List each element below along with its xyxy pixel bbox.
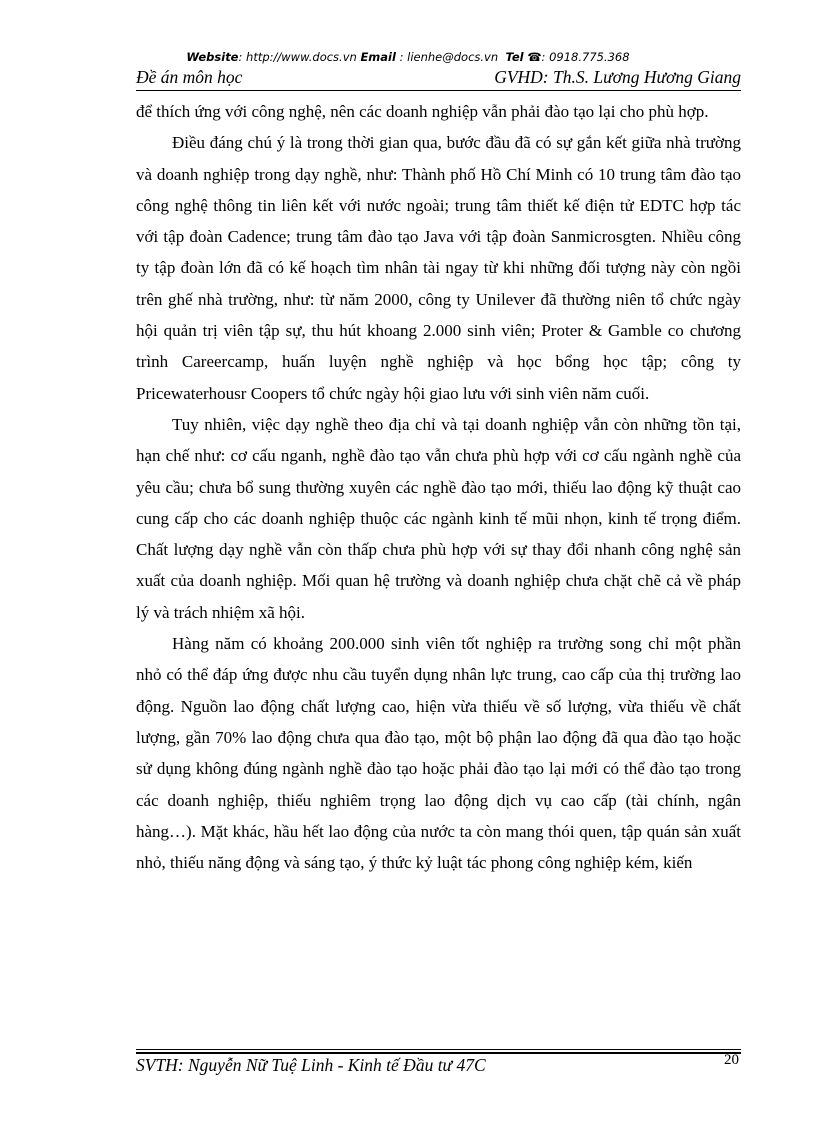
page-header <box>136 67 741 89</box>
page-number: 20 <box>724 1052 739 1068</box>
paragraph: Điều đáng chú ý là trong thời gian qua, bước đầu đã có sự gắn kết giữa nhà trường và doanh nghiệp trong dạy nghề, như: Thành phố Hồ Chí Minh có 10 trung tâm đào tạo công nghệ thông tin liên kết với nước ngoài; trung tâm thiết kế điện tử EDTC hợp tác với tập đoàn Cadence; trung tâm đào tạo Java với tập đoàn Sanmicrosgten. Nhiều công ty tập đoàn lớn đã có kế hoạch tìm nhân tài ngay từ khi những đối tượng này còn ngồi trên ghế nhà trường, như: từ năm 2000, công ty Unilever đã thường niên tổ chức ngày hội quản trị viên tập sự, thu hút khoang 2.000 sinh viên; Proter & Gamble co chương trình Careercamp, huấn luyện nghề nghiệp và học bổng học tập; công ty Pricewaterhousr Coopers tổ chức ngày hội giao lưu với sinh viên năm cuối. <box>136 133 741 403</box>
tel-label: Tel <box>505 50 524 64</box>
header-course-title: Đề án môn học <box>136 67 243 87</box>
paragraph: Hàng năm có khoảng 200.000 sinh viên tốt nghiệp ra trường song chỉ một phần nhỏ có thể đáp ứng được nhu cầu tuyển dụng nhân lực trung, cao cấp của thị trường lao động. Nguồn lao động chất lượng cao, hiện vừa thiếu về số lượng, vừa thiếu về chất lượng, gần 70% lao động chưa qua đào tạo, một bộ phận lao động đã qua đào tạo hoặc sử dụng không đúng ngành nghề đào tạo hoặc phải đào tạo lại mới có thể đào tạo trong các doanh nghiệp, thiếu nghiêm trọng lao động dịch vụ cao cấp (tài chính, ngân hàng…). Mặt khác, hầu hết lao động của nước ta còn mang thói quen, tập quán sản xuất nhỏ, thiếu năng động và sáng tạo, ý thức kỷ luật tác phong công nghiệp kém, kiến <box>136 634 741 873</box>
paragraph: Tuy nhiên, việc dạy nghề theo địa chỉ và tại doanh nghiệp vẫn còn những tồn tại, hạn chế như: cơ cấu nganh, nghề đào tạo vẫn chưa phù hợp với cơ cấu ngành nghề của yêu cầu; chưa bổ sung thường xuyên các nghề đào tạo mới, thiếu lao động kỹ thuật cao cung cấp cho các doanh nghiệp thuộc các ngành kinh tế mũi nhọn, kinh tế trọng điểm. Chất lượng dạy nghề vẫn còn thấp chưa phù hợp với sự thay đổi nhanh công nghệ sản xuất của doanh nghiệp. Mối quan hệ trường và doanh nghiệp chưa chặt chẽ cả về pháp lý và trách nhiệm xã hội. <box>136 414 741 622</box>
website-contact-bar <box>0 50 816 64</box>
footer-rule-thick <box>136 1052 741 1054</box>
header-supervisor: GVHD: Th.S. Lương Hương Giang <box>494 67 741 87</box>
email-label: Email <box>360 50 396 64</box>
footer-author: SVTH: Nguyễn Nữ Tuệ Linh - Kinh tế Đầu tư 47C <box>136 1055 486 1075</box>
tel-value: : 0918.775.368 <box>541 50 630 64</box>
website-label: Website <box>186 50 239 64</box>
document-body <box>136 96 741 878</box>
website-url: : http://www.docs.vn <box>238 50 357 64</box>
header-rule <box>136 90 741 91</box>
footer-rule-thin <box>136 1049 741 1050</box>
telephone-icon: ☎ <box>527 50 542 64</box>
paragraph: để thích ứng với công nghệ, nên các doanh nghiệp vẫn phải đào tạo lại cho phù hợp. <box>136 102 709 121</box>
email-value: : lienhe@docs.vn <box>395 50 499 64</box>
